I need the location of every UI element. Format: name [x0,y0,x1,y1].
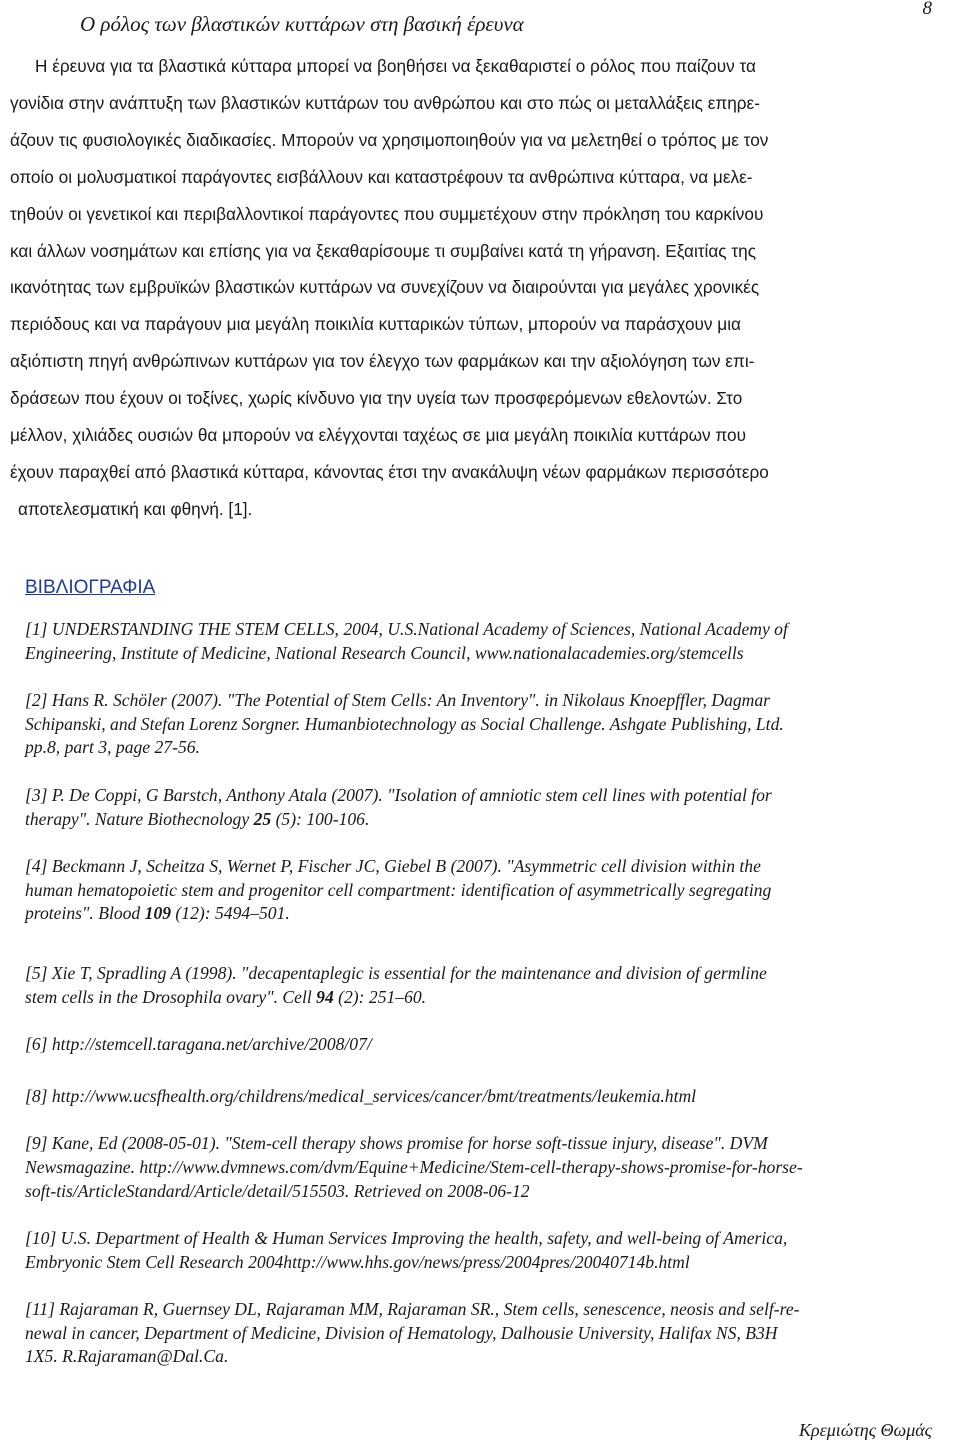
reference-item [25,1227,950,1274]
reference-line: Engineering, Institute of Medicine, National Research Council, www.nationalacademies.org/stemcells [25,642,744,663]
author-name: Κρεμιώτης Θωμάς [798,1420,932,1440]
reference-line: soft-tis/ArticleStandard/Article/detail/515503. Retrieved on 2008-06-12 [25,1180,530,1201]
reference-list [25,618,950,1369]
reference-line: [10] U.S. Department of Health & Human Services Improving the health, safety, and well-being of America, [25,1228,788,1249]
reference-line: [8] http://www.ucsfhealth.org/childrens/medical_services/cancer/bmt/treatments/leukemia.html [25,1085,697,1106]
paragraph-line: Η έρευνα για τα βλαστικά κύτταρα μπορεί να βοηθήσει να ξεκαθαριστεί ο ρόλος που παίζουν τα [35,56,756,76]
reference-item [25,689,950,760]
reference-line: [9] Kane, Ed (2008-05-01). "Stem-cell therapy shows promise for horse soft-tissue injury, disease". DVM [25,1133,768,1154]
reference-line: [2] Hans R. Schöler (2007). "The Potential of Stem Cells: An Inventory". in Nikolaus Knoepffler, Dagmar [25,690,771,711]
reference-line: [5] Xie T, Spradling A (1998). "decapentaplegic is essential for the maintenance and division of germline [25,962,767,983]
reference-line: Schipanski, and Stefan Lorenz Sorgner. Humanbiotechnology as Social Challenge. Ashgate Publishing, Ltd. [25,713,784,734]
reference-line: Newsmagazine. http://www.dvmnews.com/dvm/Equine+Medicine/Stem-cell-therapy-shows-promise-for-horse- [25,1156,803,1177]
reference-item [25,1298,950,1369]
reference-text: therapy". Nature Biothecnology [25,808,254,829]
reference-line: newal in cancer, Department of Medicine, Division of Hematology, Dalhousie University, Halifax NS, B3H [25,1322,778,1343]
reference-line: [3] P. De Coppi, G Barstch, Anthony Atala (2007). "Isolation of amniotic stem cell lines with potential for [25,784,772,805]
reference-line: [6] http://stemcell.taragana.net/archive/2008/07/ [25,1034,372,1055]
paragraph-line: γονίδια στην ανάπτυξη των βλαστικών κυττάρων του ανθρώπου και στο πώς οι μεταλλάξεις επηρε- [10,92,760,113]
reference-line: [11] Rajaraman R, Guernsey DL, Rajaraman MM, Rajaraman SR., Stem cells, senescence, neosis and self-re- [25,1299,800,1320]
reference-line [25,902,950,926]
paragraph-line: περιόδους και να παράγουν μια μεγάλη ποικιλία κυτταρικών τύπων, μπορούν να παράσχουν μια [10,314,741,335]
paragraph-line: τηθούν οι γενετικοί και περιβαλλοντικοί παράγοντες που συμμετέχουν στην πρόκληση του καρκίνου [10,203,764,224]
reference-line: pp.8, part 3, page 27-56. [25,737,200,758]
paragraph-line: έχουν παραχθεί από βλαστικά κύτταρα, κάνοντας έτσι την ανακάλυψη νέων φαρμάκων περισσότερο [10,461,769,482]
paragraph-line: αποτελεσματική και φθηνή. [1]. [18,498,253,519]
body-paragraph [10,48,930,528]
reference-item [25,1132,950,1203]
reference-volume: 109 [144,903,172,924]
reference-line: [4] Beckmann J, Scheitza S, Wernet P, Fischer JC, Giebel B (2007). "Asymmetric cell division within the [25,856,761,877]
paragraph-line: άζουν τις φυσιολογικές διαδικασίες. Μπορούν να χρησιμοποιηθούν για να μελετηθεί ο τρόπος με τον [10,129,769,150]
reference-text: stem cells in the Drosophila ovary". Cell [25,986,317,1007]
paragraph-line: ικανότητας των εμβρυϊκών βλαστικών κυττάρων να συνεχίζουν να διαιρούνται για μεγάλες χρονικές [10,277,760,298]
paragraph-line: οποίο οι μολυσματικοί παράγοντες εισβάλλουν και καταστρέφουν τα ανθρώπινα κύτταρα, να μελε- [10,166,753,187]
paragraph-line: μέλλον, χιλιάδες ουσιών θα μπορούν να ελέγχονται ταχέως σε μια μεγάλη ποικιλία κυττάρων που [10,425,746,446]
reference-text: proteins". Blood [25,903,145,924]
reference-line: 1X5. R.Rajaraman@Dal.Ca. [25,1346,229,1367]
reference-line [25,808,950,832]
reference-text: (12): 5494–501. [171,903,290,924]
reference-text: (2): 251–60. [333,986,427,1007]
reference-line: [1] UNDERSTANDING THE STEM CELLS, 2004, U.S.National Academy of Sciences, National Academy of [25,619,788,639]
reference-line: human hematopoietic stem and progenitor cell compartment: identification of asymmetrically segregating [25,879,772,900]
reference-line: Embryonic Stem Cell Research 2004http://www.hhs.gov/news/press/2004pres/20040714b.html [25,1251,690,1272]
reference-item [25,855,950,926]
reference-text: (5): 100-106. [271,808,370,829]
paragraph-line: και άλλων νοσημάτων και επίσης για να ξεκαθαρίσουμε τι συμβαίνει κατά τη γήρανση. Εξαιτίας της [10,240,756,261]
paragraph-line: αξιόπιστη πηγή ανθρώπινων κυττάρων για τον έλεγχο των φαρμάκων και την αξιολόγηση των επι- [10,351,755,372]
bibliography-title: ΒΙΒΛΙΟΓΡΑΦΙΑ [25,577,156,598]
reference-volume: 25 [253,808,272,829]
section-heading: Ο ρόλος των βλαστικών κυττάρων στη βασική έρευνα [80,12,524,36]
paragraph-line: δράσεων που έχουν οι τοξίνες, χωρίς κίνδυνο για την υγεία των προσφερόμενων εθελοντών. Στο [10,388,743,409]
reference-line [25,986,950,1010]
reference-item [25,784,950,831]
page-number: 8 [922,0,932,19]
reference-item [25,962,950,1009]
reference-item [25,618,950,665]
reference-item [25,1033,950,1057]
reference-item [25,1085,950,1109]
reference-volume: 94 [316,986,334,1007]
